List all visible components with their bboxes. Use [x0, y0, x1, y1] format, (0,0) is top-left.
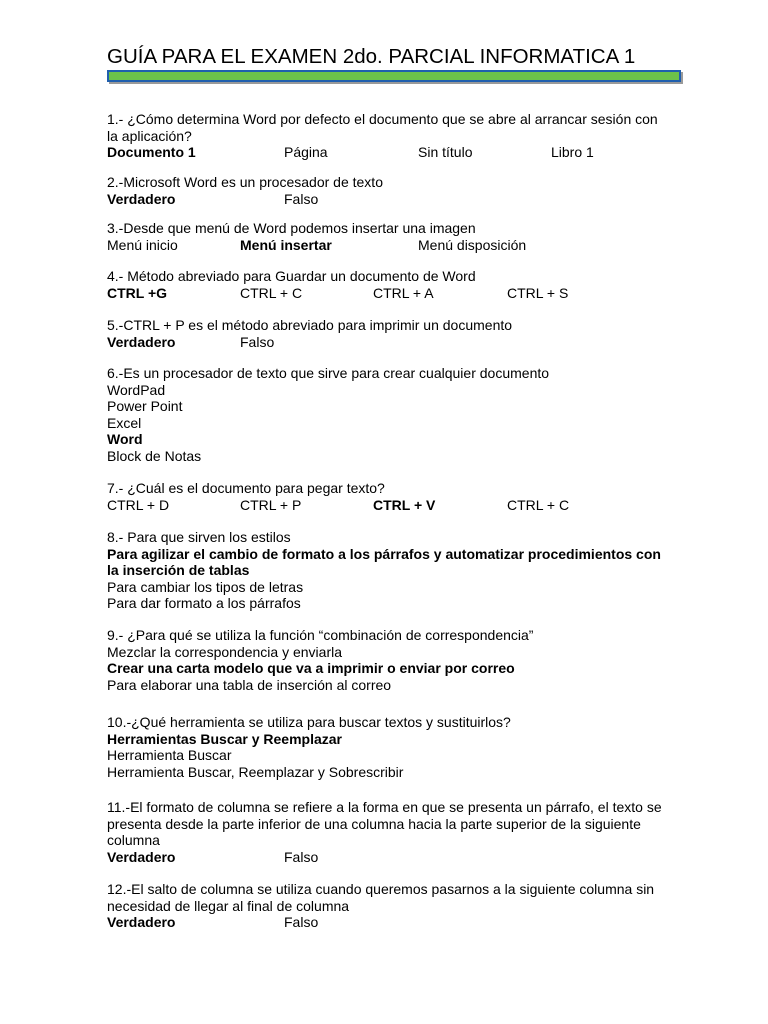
answer-option: Herramienta Buscar, Reemplazar y Sobrescribir: [107, 763, 404, 780]
question-text: 11.-El formato de columna se refiere a la forma en que se presenta un párrafo, el texto se presenta desde la parte inferior de una columna hacia la parte superior de la siguiente columna: [107, 799, 662, 848]
question-text: 4.- Método abreviado para Guardar un documento de Word: [107, 268, 476, 284]
question-text: 6.-Es un procesador de texto que sirve para crear cualquier documento: [107, 365, 550, 381]
question-4: [107, 268, 667, 301]
answer-option: Falso: [284, 914, 319, 930]
question-text: 10.-¿Qué herramienta se utiliza para buscar textos y sustituirlos?: [107, 714, 511, 730]
question-text: 2.-Microsoft Word es un procesador de texto: [107, 174, 383, 190]
question-8: [107, 529, 662, 612]
answer-option: Para dar formato a los párrafos: [107, 595, 301, 611]
question-text: 9.- ¿Para qué se utiliza la función “combinación de correspondencia”: [107, 627, 534, 643]
question-10: [107, 714, 667, 780]
answer-option-correct: Crear una carta modelo que va a imprimir o enviar por correo: [107, 660, 515, 676]
answer-option: Página: [284, 144, 328, 160]
answer-option: CTRL + S: [507, 284, 569, 301]
question-text: 12.-El salto de columna se utiliza cuando queremos pasarnos a la siguiente columna sin necesidad de llegar al final de columna: [107, 881, 655, 914]
title-underline-bar: [107, 70, 681, 82]
answer-option: Sin título: [418, 144, 473, 160]
answer-option-correct: CTRL + V: [373, 496, 436, 513]
question-1: [107, 111, 667, 161]
answer-option: Falso: [284, 190, 319, 207]
question-text: 1.- ¿Cómo determina Word por defecto el documento que se abre al arrancar sesión con la aplicación?: [107, 111, 658, 144]
answer-option: CTRL + C: [507, 496, 570, 513]
answer-option: Para cambiar los tipos de letras: [107, 578, 304, 595]
question-7: [107, 480, 667, 513]
answer-option: CTRL + C: [240, 284, 303, 301]
answer-option-correct: Para agilizar el cambio de formato a los párrafos y automatizar procedimientos con la inserción de tablas: [107, 545, 661, 578]
answer-option-correct: Herramientas Buscar y Reemplazar: [107, 730, 343, 747]
answer-option: Falso: [284, 848, 319, 865]
answer-option: Falso: [240, 333, 275, 350]
answer-option: Para elaborar una tabla de inserción al correo: [107, 676, 392, 693]
answer-option: Power Point: [107, 398, 183, 414]
answer-option-correct: Verdadero: [107, 848, 176, 865]
answer-option: Mezclar la correspondencia y enviarla: [107, 643, 342, 660]
question-6: [107, 365, 667, 464]
answer-option-correct: Verdadero: [107, 914, 176, 930]
answer-option: CTRL + P: [240, 496, 302, 513]
question-2: [107, 174, 667, 207]
answer-option: Menú inicio: [107, 236, 178, 253]
answer-option: Block de Notas: [107, 447, 202, 464]
page-title: GUÍA PARA EL EXAMEN 2do. PARCIAL INFORMATICA 1: [107, 45, 636, 68]
question-text: 5.-CTRL + P es el método abreviado para imprimir un documento: [107, 317, 513, 333]
question-3: [107, 220, 667, 253]
question-12: [107, 881, 662, 931]
answer-option-correct: Verdadero: [107, 333, 176, 350]
question-9: [107, 627, 667, 693]
question-5: [107, 317, 667, 350]
answer-option-correct: Documento 1: [107, 144, 196, 160]
answer-option: Herramienta Buscar: [107, 747, 232, 763]
question-text: 3.-Desde que menú de Word podemos insertar una imagen: [107, 220, 476, 236]
answer-option: Libro 1: [551, 144, 594, 160]
question-text: 7.- ¿Cuál es el documento para pegar texto?: [107, 480, 385, 496]
answer-option-correct: Word: [107, 431, 143, 447]
answer-option: Excel: [107, 414, 142, 431]
question-text: 8.- Para que sirven los estilos: [107, 529, 291, 545]
answer-option-correct: Verdadero: [107, 190, 176, 207]
answer-option-correct: CTRL +G: [107, 284, 168, 301]
answer-option: WordPad: [107, 381, 166, 398]
answer-option: CTRL + A: [373, 284, 434, 301]
answer-option-correct: Menú insertar: [240, 236, 332, 253]
answer-option: CTRL + D: [107, 496, 170, 513]
answer-option: Menú disposición: [418, 236, 527, 253]
question-11: [107, 799, 662, 865]
